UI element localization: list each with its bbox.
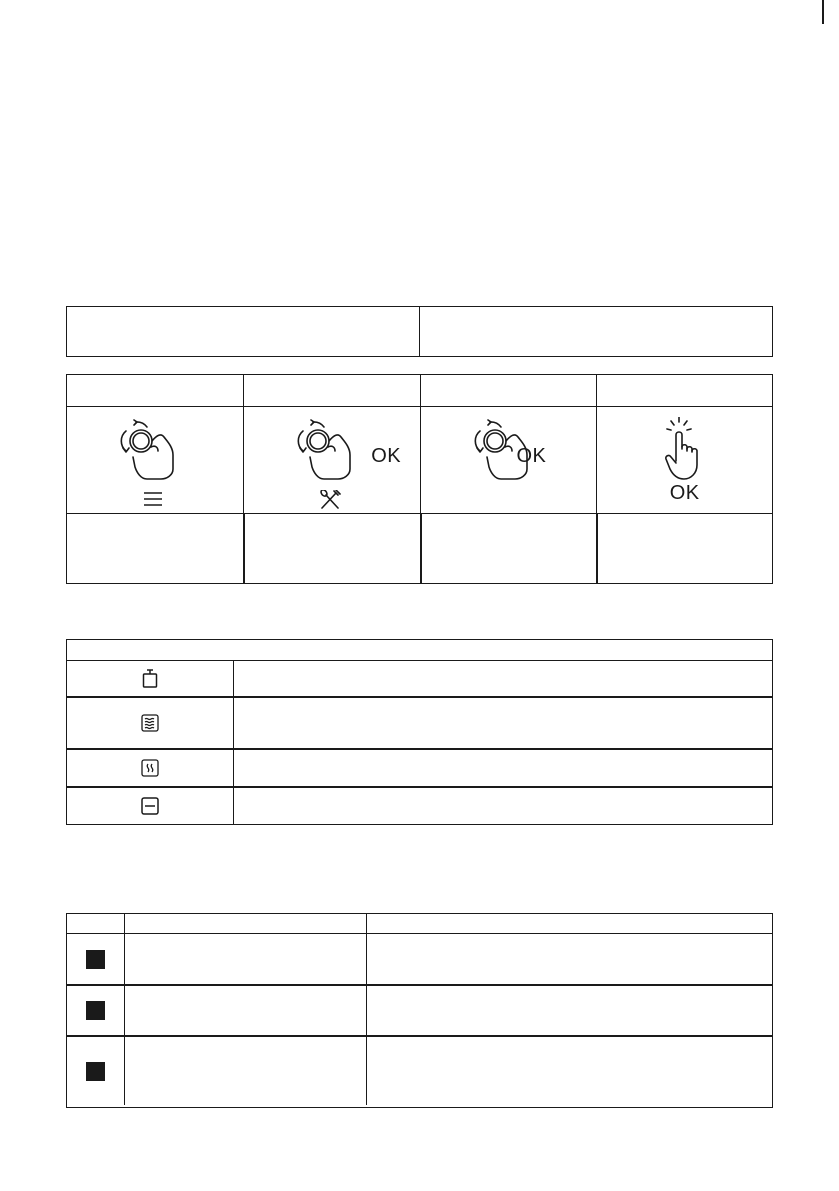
top-heat-icon [141,797,159,815]
indicator-row [67,934,772,986]
true-fan-icon [141,714,159,732]
header-cell-right [419,307,772,356]
indicator-description [366,1037,772,1105]
function-row [67,788,772,824]
indicator-icon-cell [67,1037,124,1105]
knob-turn-icon [294,417,356,481]
menu-icon [143,491,163,507]
indicator-description [366,934,772,984]
indicator-name [124,934,366,984]
indicator-square-icon [86,950,105,969]
cutlery-icon [319,490,341,510]
step-2-illustration [243,407,419,513]
function-description [234,661,772,696]
step-3-header [420,375,596,406]
indicator-square-icon [86,1001,105,1020]
function-icon-cell [67,750,234,786]
indicator-table [66,913,773,1108]
functions-table [66,639,773,825]
steps-header-row [67,375,772,407]
function-icon-cell [67,661,234,696]
ok-label: OK [669,482,700,504]
indicator-name [124,986,366,1035]
steps-icon-row [67,407,772,514]
ok-text: OK [516,445,547,467]
indicator-row [67,986,772,1037]
steps-table [66,374,773,584]
function-icon-cell [67,698,234,748]
step-4-header [596,375,772,406]
indicator-header-col1 [67,914,124,933]
step-4-illustration [596,407,772,513]
indicator-header-col3 [366,914,772,933]
indicator-row [67,1037,772,1105]
steps-text-row [67,514,772,583]
ok-text: OK [371,445,402,467]
functions-header [67,640,772,661]
function-description [234,698,772,748]
header-table [66,306,773,357]
function-description [234,750,772,786]
indicator-name [124,1037,366,1105]
indicator-header-row [67,914,772,934]
step-2-text [243,514,419,583]
function-row [67,661,772,698]
step-3-text [420,514,596,583]
bottom-heat-icon [141,759,159,777]
step-1-text [67,514,243,583]
function-icon-cell [67,788,234,824]
indicator-icon-cell [67,934,124,984]
indicator-icon-cell [67,986,124,1035]
function-row [67,698,772,750]
step-2-header [243,375,419,406]
indicator-header-col2 [124,914,366,933]
timer-icon [142,669,158,689]
function-row [67,750,772,788]
indicator-square-icon [86,1062,105,1081]
step-1-illustration [67,407,243,513]
step-4-text [596,514,772,583]
step-1-header [67,375,243,406]
page-edge-mark [822,0,824,24]
knob-turn-icon [117,417,179,481]
indicator-description [366,986,772,1035]
function-description [234,788,772,824]
finger-press-icon [665,417,705,481]
step-3-illustration [420,407,596,513]
header-cell-left [67,307,419,356]
